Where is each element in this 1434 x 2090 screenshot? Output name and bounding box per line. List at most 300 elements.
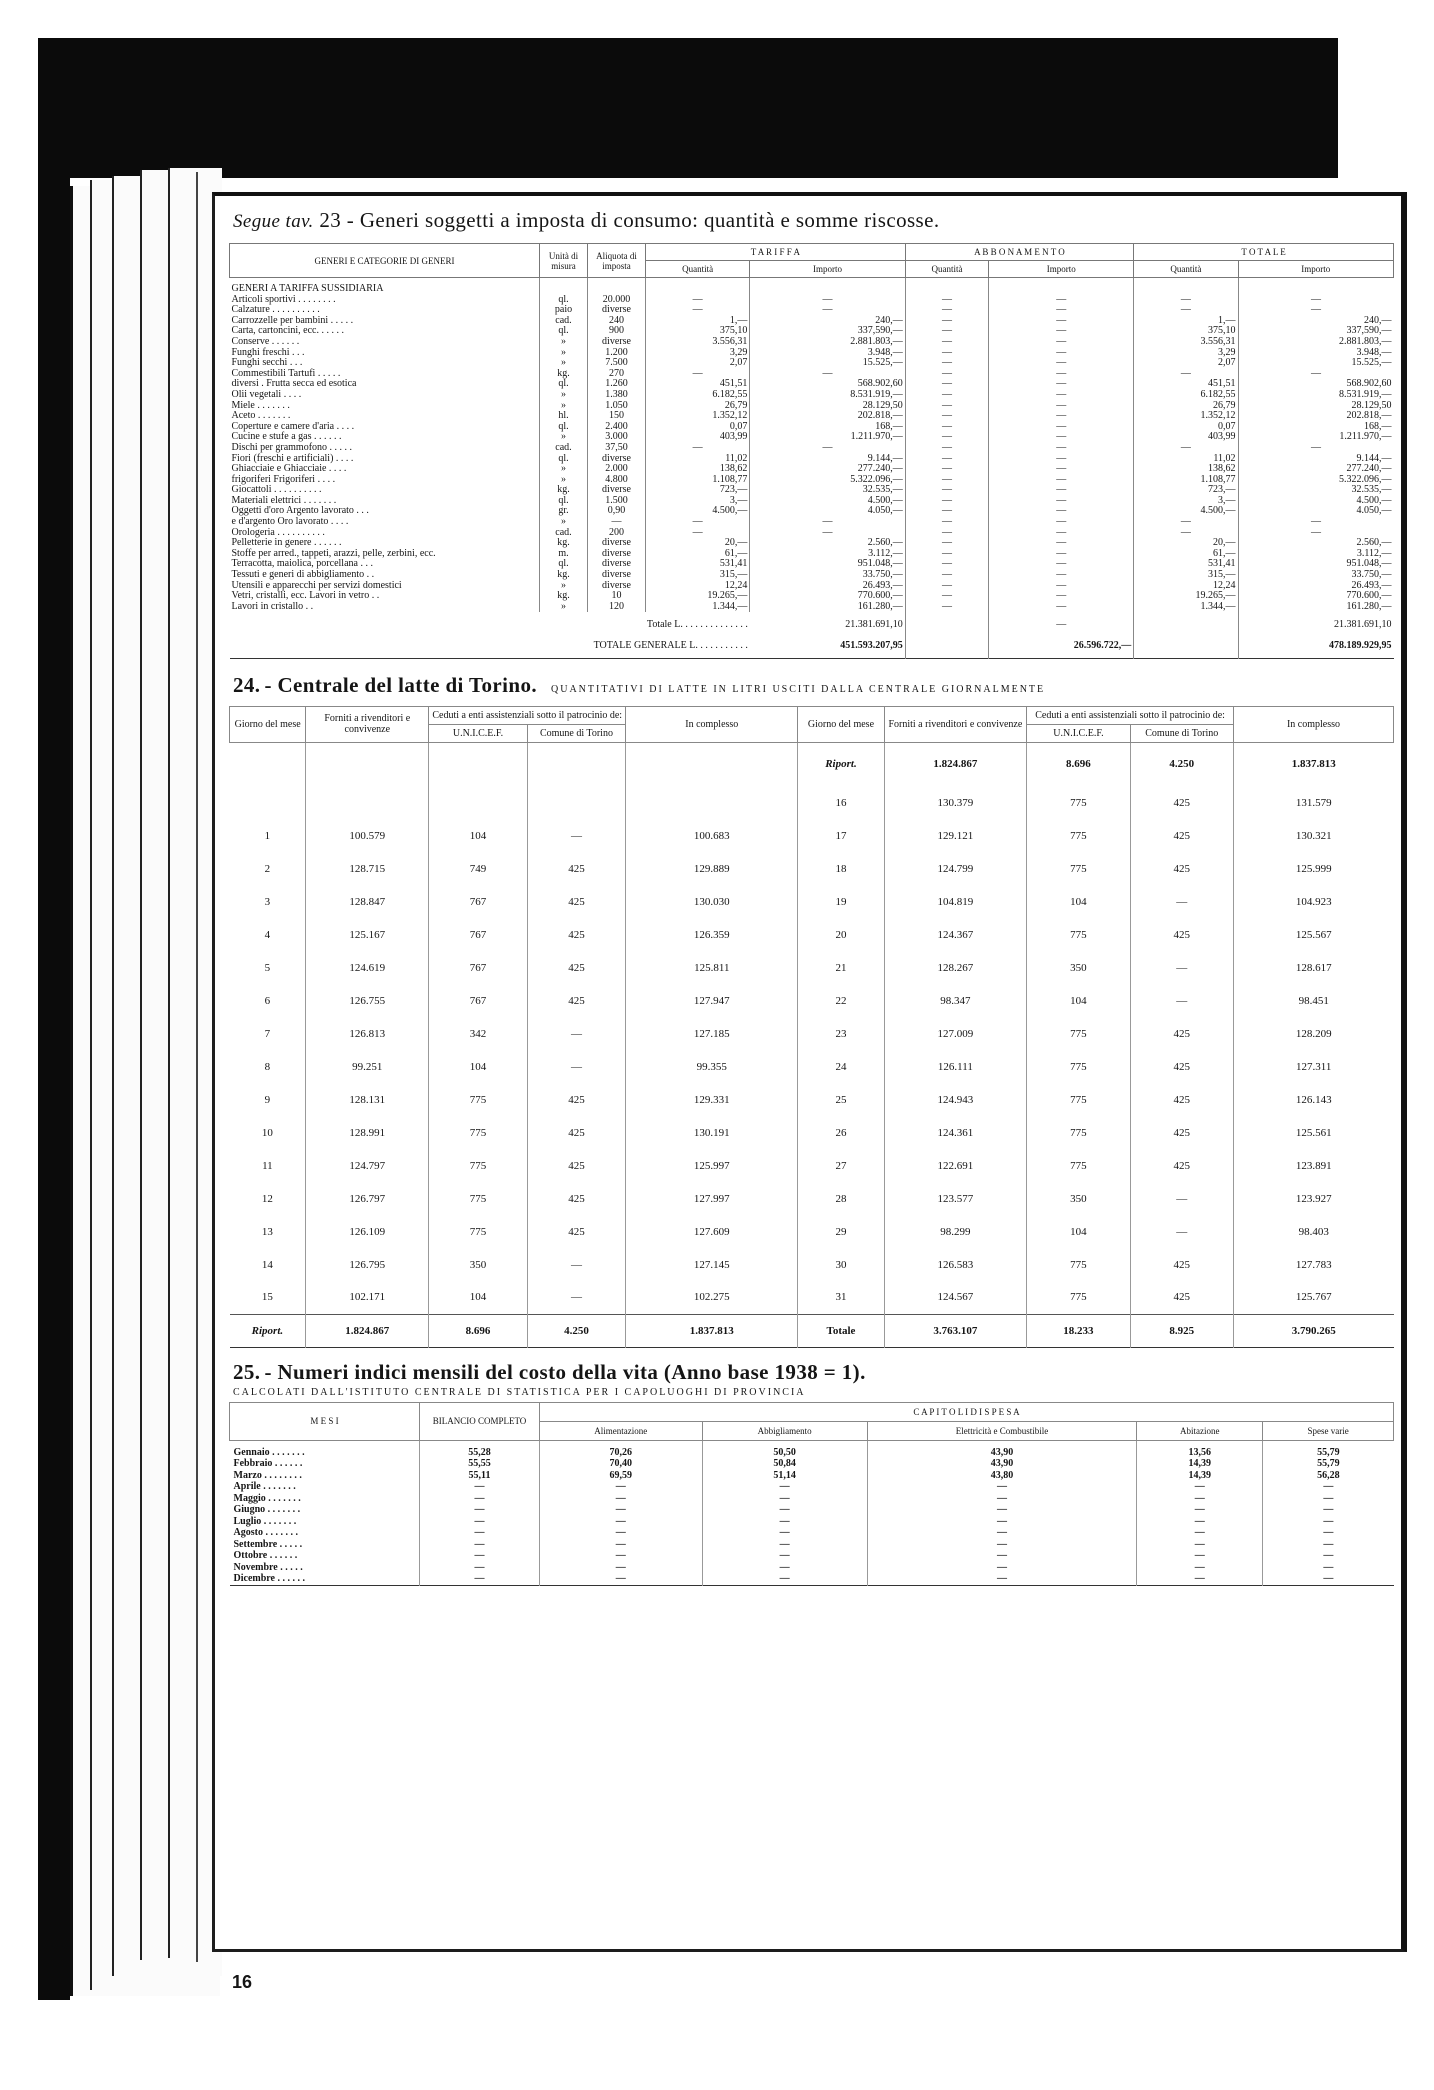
cell: — — [905, 316, 988, 327]
cell: Riport. — [230, 1314, 306, 1347]
cell — [905, 278, 988, 295]
cell: 161.280,— — [1346, 600, 1392, 612]
cell: 128.209 — [1295, 1027, 1332, 1040]
cell: 12,24 — [1134, 581, 1238, 592]
cell: 104.819 — [884, 885, 1027, 918]
cell: — — [1311, 526, 1322, 538]
cell: 11,02 — [1134, 454, 1238, 465]
cell: 1.837.813 — [1291, 758, 1336, 771]
cell: 3.000 — [588, 432, 646, 443]
cell — [1134, 278, 1238, 295]
cell: 315,— — [1134, 570, 1238, 581]
table-row — [230, 1314, 1394, 1347]
cell: — — [1311, 441, 1322, 453]
cell: — — [540, 1516, 703, 1528]
cell: 1.344,— — [1134, 602, 1238, 613]
cell: 775 — [1027, 1083, 1130, 1116]
cell: — — [867, 1562, 1137, 1574]
cell: 6.182,55 — [646, 390, 750, 401]
cell: 425 — [1130, 918, 1233, 951]
col-comune: Comune di Torino — [527, 724, 625, 742]
cell: — — [588, 517, 646, 528]
row-label: Funghi secchi . . . — [230, 358, 540, 369]
col-importo: Importo — [1238, 261, 1393, 278]
cell: 1.824.867 — [884, 742, 1027, 786]
col-generi: GENERI E CATEGORIE DI GENERI — [230, 244, 540, 278]
month-label: Ottobre . . . . . . — [230, 1550, 420, 1562]
col-totale: T O T A L E — [1134, 244, 1394, 261]
cell: — — [989, 517, 1134, 528]
cell: 425 — [1130, 1017, 1233, 1050]
cell: 150 — [588, 411, 646, 422]
cell: — — [905, 591, 988, 602]
cell: — — [420, 1493, 540, 1505]
cell: — — [1323, 1573, 1334, 1585]
col-alimentazione: Alimentazione — [540, 1421, 703, 1440]
cell: 99.355 — [626, 1050, 798, 1083]
cell: 69,59 — [540, 1470, 703, 1482]
cell: — — [905, 496, 988, 507]
cell — [540, 278, 588, 295]
cell: 104 — [429, 819, 527, 852]
cell: — — [750, 369, 905, 380]
cell: » — [540, 602, 588, 613]
table-row — [230, 390, 1394, 401]
cell: — — [1134, 369, 1238, 380]
cell: 126.583 — [884, 1248, 1027, 1281]
cell: 425 — [527, 852, 625, 885]
cell: 24 — [798, 1050, 884, 1083]
cell: 129.331 — [626, 1083, 798, 1116]
cell: 127.609 — [626, 1215, 798, 1248]
table-row — [230, 1083, 1394, 1116]
cell: 127.997 — [626, 1182, 798, 1215]
cell: — — [527, 1050, 625, 1083]
cell: 15.525,— — [1351, 357, 1392, 369]
cell: — — [540, 1504, 703, 1516]
month-label: Marzo . . . . . . . . — [230, 1470, 420, 1482]
cell: 403,99 — [1134, 432, 1238, 443]
month-label: Luglio . . . . . . . — [230, 1516, 420, 1528]
cell: 19.265,— — [646, 591, 750, 602]
cell: 130.191 — [626, 1116, 798, 1149]
cell: — — [867, 1527, 1137, 1539]
table-row — [230, 742, 1394, 786]
cell: — — [905, 570, 988, 581]
month-label: Dicembre . . . . . . — [230, 1573, 420, 1585]
cell: 4.500,— — [1356, 494, 1392, 506]
cell: — — [989, 390, 1134, 401]
row-label: Carrozzelle per bambini . . . . . — [230, 316, 540, 327]
cell: 5.322.096,— — [1339, 473, 1392, 485]
cell: 8.925 — [1130, 1314, 1233, 1347]
cell: — — [989, 326, 1134, 337]
cell: — — [905, 443, 988, 454]
cell: — — [989, 485, 1134, 496]
cell: 33.750,— — [1351, 569, 1392, 581]
cell: — — [702, 1481, 867, 1493]
row-label: Materiali elettrici . . . . . . . — [230, 496, 540, 507]
cell: 122.691 — [884, 1149, 1027, 1182]
col-quantita: Quantità — [905, 261, 988, 278]
cell: 425 — [1130, 786, 1233, 819]
cell: » — [540, 358, 588, 369]
cell: 12 — [230, 1182, 306, 1215]
row-label: Coperture e camere d'aria . . . . — [230, 422, 540, 433]
cell: 2 — [230, 852, 306, 885]
cell: 775 — [1027, 1017, 1130, 1050]
cell: 350 — [1027, 951, 1130, 984]
cell: 2.000 — [588, 464, 646, 475]
month-label: Giugno . . . . . . . — [230, 1504, 420, 1516]
row-label: diversi . Frutta secca ed esotica — [230, 379, 540, 390]
cell: 767 — [429, 984, 527, 1017]
cell — [429, 742, 527, 786]
month-label: Agosto . . . . . . . — [230, 1527, 420, 1539]
col-capitoli: C A P I T O L I D I S P E S A — [540, 1402, 1394, 1421]
cell: 126.143 — [1295, 1093, 1332, 1106]
cell: — — [989, 422, 1134, 433]
cell: 13 — [230, 1215, 306, 1248]
cell — [646, 278, 750, 295]
row-label: Olii vegetali . . . . — [230, 390, 540, 401]
table-row — [230, 852, 1394, 885]
cell: 0,90 — [588, 506, 646, 517]
cell: — — [1323, 1515, 1334, 1527]
table-row — [230, 443, 1394, 454]
totale-tot: 21.381.691,10 — [1334, 619, 1392, 631]
table-25 — [229, 1402, 1394, 1586]
cell: paio — [540, 305, 588, 316]
cell: 125.999 — [1295, 862, 1332, 875]
cell: — — [1311, 516, 1322, 528]
cell: 0,07 — [646, 422, 750, 433]
table-row — [230, 1050, 1394, 1083]
cell: 26,79 — [1134, 401, 1238, 412]
table-row — [230, 1573, 1394, 1585]
table-24-title: 24. - Centrale del latte di Torino. QUANTITATIVI DI LATTE IN LITRI USCITI DALLA CENTRALE GIORNALMENTE — [233, 672, 1046, 697]
cell: — — [1134, 305, 1238, 316]
cell: 126.111 — [884, 1050, 1027, 1083]
cell: 6 — [230, 984, 306, 1017]
cell: 124.797 — [306, 1149, 429, 1182]
cell: 99.251 — [306, 1050, 429, 1083]
cell: 775 — [1027, 1281, 1130, 1314]
table-row — [230, 602, 1394, 613]
cell: — — [540, 1573, 703, 1585]
cell — [230, 742, 306, 786]
cell: — — [867, 1573, 1137, 1585]
row-label: Stoffe per arred., tappeti, arazzi, pelle, zerbini, ecc. — [230, 549, 540, 560]
cell: 104 — [1027, 885, 1130, 918]
table-row — [230, 1116, 1394, 1149]
cell: 15 — [230, 1281, 306, 1314]
cell: 767 — [429, 951, 527, 984]
cell: 2.560,— — [750, 538, 905, 549]
month-label: Aprile . . . . . . . — [230, 1481, 420, 1493]
cell: 425 — [527, 1182, 625, 1215]
cell: — — [1134, 443, 1238, 454]
cell: 775 — [429, 1182, 527, 1215]
cell: — — [540, 1481, 703, 1493]
table-row — [230, 1550, 1394, 1562]
cell: 337,590,— — [750, 326, 905, 337]
table-25-subtitle: CALCOLATI DALL'ISTITUTO CENTRALE DI STATISTICA PER I CAPOLUOGHI DI PROVINCIA — [233, 1386, 806, 1398]
cell: — — [1137, 1562, 1263, 1574]
cell: 123.891 — [1295, 1159, 1332, 1172]
cell: 3.556,31 — [1134, 337, 1238, 348]
cell: — — [989, 401, 1134, 412]
cell: 43,90 — [867, 1458, 1137, 1470]
cell: 1,— — [1134, 316, 1238, 327]
cell: 28 — [798, 1182, 884, 1215]
cell: 8.696 — [1027, 742, 1130, 786]
cell: — — [420, 1504, 540, 1516]
cell: ql. — [540, 295, 588, 306]
cell: 37,50 — [588, 443, 646, 454]
cell: 14,39 — [1137, 1458, 1263, 1470]
cell: kg. — [540, 570, 588, 581]
cell — [626, 742, 798, 786]
table-row — [230, 295, 1394, 306]
cell: 767 — [429, 885, 527, 918]
cell: 277.240,— — [750, 464, 905, 475]
row-label: Pelletterie in genere . . . . . . — [230, 538, 540, 549]
cell: 1.500 — [588, 496, 646, 507]
table-row — [230, 1481, 1394, 1493]
table-row — [230, 1248, 1394, 1281]
cell: 3,29 — [646, 348, 750, 359]
row-label: Terracotta, maiolica, porcellana . . . — [230, 559, 540, 570]
cell: 775 — [1027, 1248, 1130, 1281]
cell: ql. — [540, 454, 588, 465]
totale-generale-label: TOTALE GENERALE L. . . . . . . . . . . — [593, 640, 748, 651]
cell: ql. — [540, 559, 588, 570]
row-label: Lavori in cristallo . . — [230, 602, 540, 613]
row-label: Oggetti d'oro Argento lavorato . . . — [230, 506, 540, 517]
cell: 120 — [588, 602, 646, 613]
cell: 425 — [527, 951, 625, 984]
row-label: Conserve . . . . . . — [230, 337, 540, 348]
cell: 14 — [230, 1248, 306, 1281]
cell: 0,07 — [1134, 422, 1238, 433]
cell: 104 — [429, 1050, 527, 1083]
cell: 25 — [798, 1083, 884, 1116]
cell: 775 — [1027, 1116, 1130, 1149]
cell: 50,84 — [702, 1458, 867, 1470]
cell: — — [989, 295, 1134, 306]
cell: 20,— — [646, 538, 750, 549]
cell: — — [905, 581, 988, 592]
cell: 1.108,77 — [646, 475, 750, 486]
cell: — — [1137, 1504, 1263, 1516]
cell: 126.797 — [306, 1182, 429, 1215]
cell: — — [905, 379, 988, 390]
cell: 124.367 — [884, 918, 1027, 951]
cell: 124.567 — [884, 1281, 1027, 1314]
cell: 2,07 — [646, 358, 750, 369]
cell: 2.881.803,— — [750, 337, 905, 348]
cell: 4.500,— — [750, 496, 905, 507]
cell — [588, 278, 646, 295]
cell: 9.144,— — [750, 454, 905, 465]
row-label: Calzature . . . . . . . . . . — [230, 305, 540, 316]
cell: 8 — [230, 1050, 306, 1083]
cell: 1.211.970,— — [750, 432, 905, 443]
cell: 126.795 — [306, 1248, 429, 1281]
cell: — — [1137, 1527, 1263, 1539]
cell: 28.129,50 — [1351, 399, 1392, 411]
cell: 6.182,55 — [1134, 390, 1238, 401]
cell: — — [989, 559, 1134, 570]
cell: 1.260 — [588, 379, 646, 390]
cell: 775 — [1027, 1050, 1130, 1083]
cell: kg. — [540, 538, 588, 549]
cell: 43,90 — [867, 1440, 1137, 1458]
cell: 26.493,— — [750, 581, 905, 592]
cell: 1.824.867 — [306, 1314, 429, 1347]
cell: 20.000 — [588, 295, 646, 306]
table-row — [230, 1493, 1394, 1505]
cell: 98.347 — [884, 984, 1027, 1017]
col-ceduti: Ceduti a enti assistenziali sotto il patrocinio de: — [1027, 706, 1234, 724]
cell: — — [905, 464, 988, 475]
cell — [527, 786, 625, 819]
cell: 127.185 — [626, 1017, 798, 1050]
row-label: Articoli sportivi . . . . . . . . — [230, 295, 540, 306]
cell: Totale — [798, 1314, 884, 1347]
col-abbigliamento: Abbigliamento — [702, 1421, 867, 1440]
row-label: Funghi freschi . . . — [230, 348, 540, 359]
cell: — — [646, 369, 750, 380]
col-abitazione: Abitazione — [1137, 1421, 1263, 1440]
cell: 168,— — [1364, 420, 1392, 432]
cell: — — [1134, 295, 1238, 306]
cell: — — [1137, 1539, 1263, 1551]
cell: 425 — [1130, 1281, 1233, 1314]
totale-generale-abb: 26.596.722,— — [989, 631, 1134, 658]
cell: 1.050 — [588, 401, 646, 412]
cell: cad. — [540, 316, 588, 327]
cell: 4.500,— — [1134, 506, 1238, 517]
cell — [626, 786, 798, 819]
cell: — — [646, 517, 750, 528]
cell: 270 — [588, 369, 646, 380]
cell: — — [905, 390, 988, 401]
cell: — — [420, 1527, 540, 1539]
cell: gr. — [540, 506, 588, 517]
cell: — — [905, 401, 988, 412]
table-row — [230, 278, 1394, 295]
row-label: frigoriferi Frigoriferi . . . . — [230, 475, 540, 486]
cell: diverse — [588, 454, 646, 465]
cell: — — [905, 348, 988, 359]
cell: 50,50 — [702, 1440, 867, 1458]
row-label: Dischi per grammofono . . . . . — [230, 443, 540, 454]
cell — [306, 742, 429, 786]
cell: 55,28 — [420, 1440, 540, 1458]
cell: — — [1137, 1481, 1263, 1493]
cell: — — [989, 443, 1134, 454]
cell: — — [905, 432, 988, 443]
cell: 8.696 — [429, 1314, 527, 1347]
cell: 531,41 — [1134, 559, 1238, 570]
cell: — — [1130, 951, 1233, 984]
cell: 125.767 — [1295, 1291, 1332, 1304]
cell: 56,28 — [1317, 1469, 1340, 1481]
col-comune: Comune di Torino — [1130, 724, 1233, 742]
cell: 123.577 — [884, 1182, 1027, 1215]
cell: 126.359 — [626, 918, 798, 951]
cell: 1.200 — [588, 348, 646, 359]
totale-label: Totale L. . . . . . . . . . . . . . — [646, 619, 748, 631]
col-forniti: Forniti a rivenditori e convivenze — [884, 706, 1027, 742]
col-quantita: Quantità — [1134, 261, 1238, 278]
cell: — — [702, 1527, 867, 1539]
table-row — [230, 984, 1394, 1017]
cell: — — [989, 475, 1134, 486]
cell — [429, 786, 527, 819]
cell: 22 — [798, 984, 884, 1017]
cell: 3.763.107 — [884, 1314, 1027, 1347]
row-label: e d'argento Oro lavorato . . . . — [230, 517, 540, 528]
month-label: Gennaio . . . . . . . — [230, 1440, 420, 1458]
cell: 127.145 — [626, 1248, 798, 1281]
cell: » — [540, 390, 588, 401]
cell: 425 — [1130, 1116, 1233, 1149]
cell: 98.299 — [884, 1215, 1027, 1248]
cell: — — [989, 570, 1134, 581]
cell: 425 — [527, 1116, 625, 1149]
cell: 775 — [1027, 918, 1130, 951]
cell: — — [1137, 1550, 1263, 1562]
cell: 51,14 — [702, 1470, 867, 1482]
cell: 55,79 — [1317, 1446, 1340, 1458]
cell: 33.750,— — [750, 570, 905, 581]
cell: kg. — [540, 485, 588, 496]
table-23-title: Segue tav. 23 - Generi soggetti a imposta di consumo: quantità e somme riscosse. — [233, 208, 940, 232]
row-label: Cucine e stufe a gas . . . . . . — [230, 432, 540, 443]
cell: 21 — [798, 951, 884, 984]
cell: — — [905, 549, 988, 560]
cell — [230, 786, 306, 819]
cell: 277.240,— — [1346, 463, 1392, 475]
cell: kg. — [540, 591, 588, 602]
cell: — — [1311, 293, 1322, 305]
cell: 17 — [798, 819, 884, 852]
cell: 127.947 — [626, 984, 798, 1017]
cell: — — [1323, 1504, 1334, 1516]
cell: 130.321 — [1295, 829, 1332, 842]
cell: — — [905, 295, 988, 306]
cell: 168,— — [750, 422, 905, 433]
cell: » — [540, 401, 588, 412]
cell: 951.048,— — [1346, 558, 1392, 570]
cell: 240,— — [750, 316, 905, 327]
cell: — — [1130, 1182, 1233, 1215]
cell: — — [1311, 367, 1322, 379]
cell: — — [905, 305, 988, 316]
cell: 104 — [1027, 984, 1130, 1017]
cell: — — [1137, 1573, 1263, 1585]
col-spese-varie: Spese varie — [1263, 1421, 1394, 1440]
cell: 375,10 — [646, 326, 750, 337]
cell: 130.379 — [884, 786, 1027, 819]
cell: 124.943 — [884, 1083, 1027, 1116]
cell: diverse — [588, 581, 646, 592]
cell: m. — [540, 549, 588, 560]
cell: — — [1323, 1492, 1334, 1504]
